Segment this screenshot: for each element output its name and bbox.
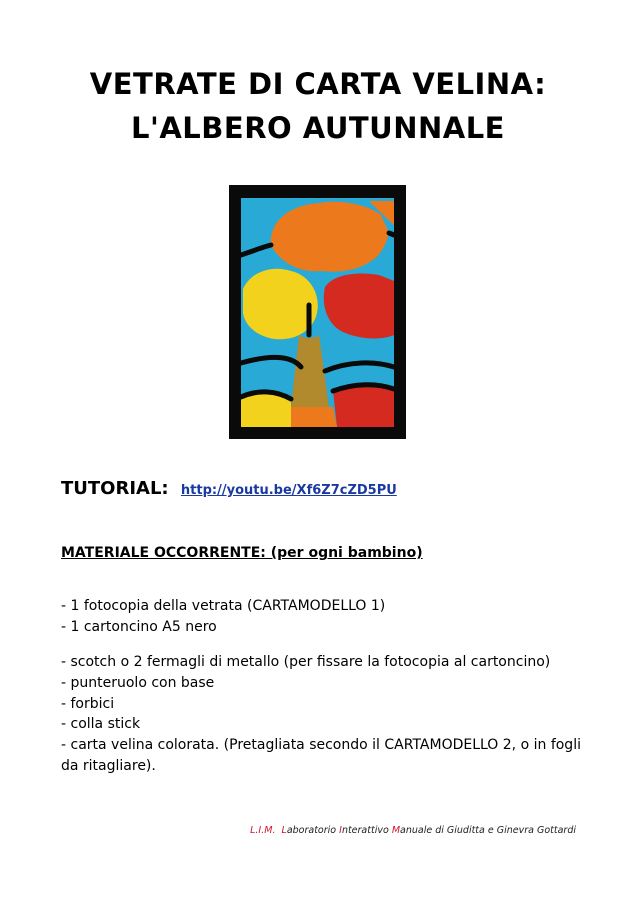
list-item: - scotch o 2 fermagli di metallo (per fissare la fotocopia al cartoncino) [61,654,551,670]
title-line-2: L'ALBERO AUTUNNALE [131,111,505,145]
footer-word-interattivo: nterattivo [341,825,392,836]
list-item: - 1 cartoncino A5 nero [61,618,217,635]
title-line-1: VETRATE DI CARTA VELINA: [89,67,547,101]
materials-heading: MATERIALE OCCORRENTE: (per ogni bambino) [61,545,423,561]
materials-list-1 [61,596,591,638]
footer-initial-i: I [339,825,342,836]
list-item: - carta velina colorata. (Pretagliata secondo il CARTAMODELLO 2, o in fogli da ritagliare). [61,737,581,774]
autumn-tree-stained-glass-image [229,185,406,439]
tutorial-link[interactable]: http://youtu.be/Xf6Z7cZD5PU [180,483,397,498]
footer-initial-m: M [391,825,401,836]
list-item: - colla stick [61,716,141,733]
footer-word-laboratorio: aboratorio [286,825,340,836]
footer-credit [250,825,576,836]
page-title [0,62,636,150]
footer-acronym: L.I.M. [250,825,276,836]
list-item: - punteruolo con base [61,674,215,691]
tutorial-label: TUTORIAL: [61,478,169,499]
footer-word-rest: anuale di Giuditta e Ginevra Gottardi [400,825,576,836]
list-item: - forbici [61,695,115,712]
materials-list-2 [61,652,591,777]
list-item: - 1 fotocopia della vetrata (CARTAMODELLO 1) [61,598,386,614]
tutorial-line [61,478,397,499]
footer-initial-l: L [281,825,287,836]
